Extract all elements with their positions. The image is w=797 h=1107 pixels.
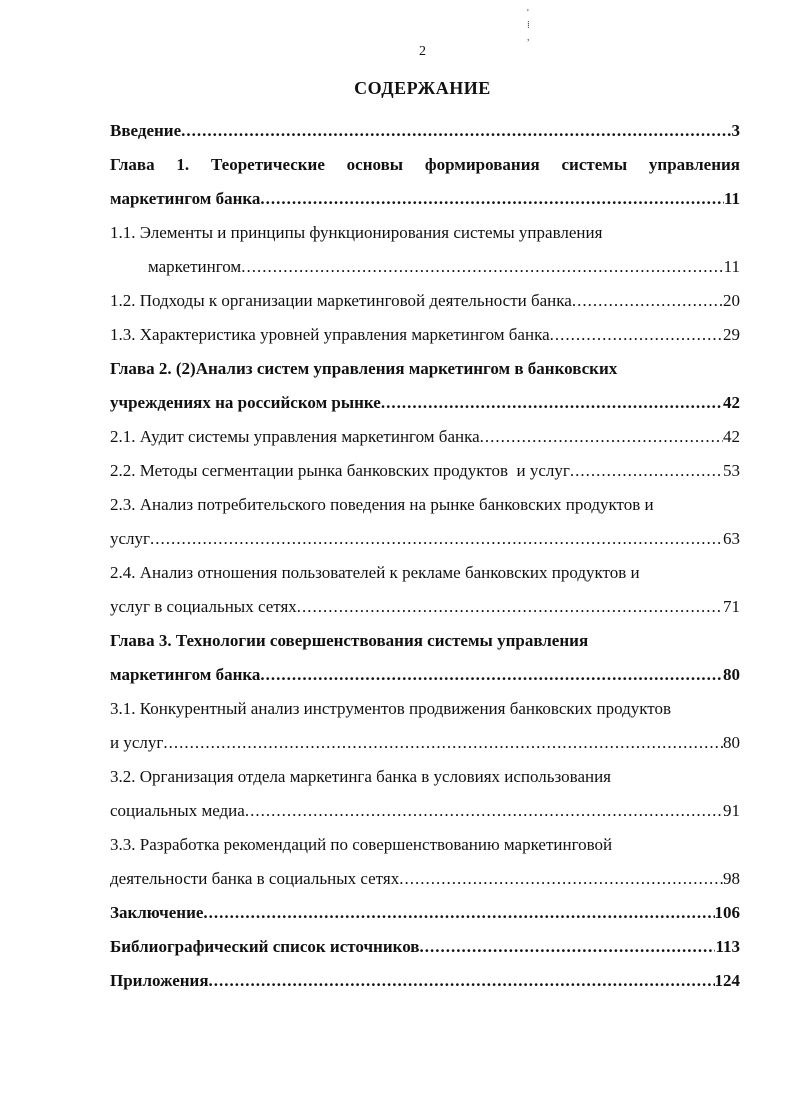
toc-page-number: 63 [723, 529, 740, 548]
toc-entry-appendix[interactable] [110, 964, 740, 998]
dot-leader [181, 114, 731, 148]
toc-entry-title: 1.3. Характеристика уровней управления маркетингом банка [110, 325, 550, 344]
toc-entry-chapter-3-cont[interactable] [110, 658, 740, 692]
toc-page-number: 98 [723, 869, 740, 888]
toc-entry-section-2-4[interactable] [110, 556, 740, 590]
toc-entry-section-2-2[interactable] [110, 454, 740, 488]
dot-leader [572, 284, 723, 318]
toc-entry-section-2-3-cont[interactable] [110, 522, 740, 556]
dot-leader [419, 930, 715, 964]
toc-entry-section-1-1[interactable] [110, 216, 740, 250]
toc-entry-chapter-2-cont[interactable] [110, 386, 740, 420]
toc-entry-bibliography[interactable] [110, 930, 740, 964]
toc-entry-chapter-2[interactable] [110, 352, 740, 386]
toc-entry-title-cont: деятельности банка в социальных сетях [110, 869, 400, 888]
toc-entry-conclusion[interactable] [110, 896, 740, 930]
toc-entry-title-cont: социальных медиа [110, 801, 245, 820]
dot-leader [399, 862, 723, 896]
toc-entry-title-cont: и услуг [110, 733, 164, 752]
toc-page-number: 113 [715, 937, 740, 956]
toc-page-number: 91 [723, 801, 740, 820]
toc-entry-section-3-2-cont[interactable] [110, 794, 740, 828]
toc-page-number: 80 [723, 733, 740, 752]
dot-leader [297, 590, 723, 624]
dot-leader [209, 964, 715, 998]
page-number: 2 [419, 44, 426, 59]
toc-entry-title: Глава 3. Технологии совершенствования системы управления [110, 631, 589, 650]
toc-entry-chapter-3[interactable] [110, 624, 740, 658]
toc-entry-title: 3.2. Организация отдела маркетинга банка в условиях использования [110, 767, 612, 786]
toc-entry-title: 1.1. Элементы и принципы функционирования системы управления [110, 223, 603, 242]
toc-entry-title: Глава 2. (2)Анализ систем управления маркетингом в банковских [110, 359, 618, 378]
toc-page-number: 80 [723, 665, 740, 684]
toc-entry-title: 1.2. Подходы к организации маркетинговой деятельности банка [110, 291, 572, 310]
dot-leader [163, 726, 723, 760]
toc-entry-title: 2.4. Анализ отношения пользователей к рекламе банковских продуктов и [110, 563, 640, 582]
dot-leader [570, 454, 723, 488]
toc-entry-title-cont: услуг в социальных сетях [110, 597, 297, 616]
toc-page-number: 71 [723, 597, 740, 616]
dot-leader [245, 794, 723, 828]
toc-page-number: 11 [723, 257, 740, 276]
toc-entry-section-3-2[interactable] [110, 760, 740, 794]
toc-entry-title: Приложения [110, 971, 209, 990]
toc-page-number: 53 [723, 461, 740, 480]
toc-entry-section-3-1-cont[interactable] [110, 726, 740, 760]
toc-entry-title: 2.2. Методы сегментации рынка банковских продуктов и услуг [110, 461, 570, 480]
toc-entry-title-cont: маркетингом банка [110, 665, 261, 684]
toc-entry-section-3-1[interactable] [110, 692, 740, 726]
toc-page-number: 20 [723, 291, 740, 310]
dot-leader [550, 318, 723, 352]
toc-page-number: 42 [723, 427, 740, 446]
toc-page-number: 29 [723, 325, 740, 344]
toc-entry-section-2-3[interactable] [110, 488, 740, 522]
toc-entry-section-1-2[interactable] [110, 284, 740, 318]
toc-entry-title: Глава 1. Теоретические основы формирования системы управления [110, 155, 740, 174]
toc-page-number: 3 [731, 121, 740, 140]
dot-leader [480, 420, 723, 454]
toc-entry-title-cont: учреждениях на российском рынке [110, 393, 381, 412]
toc-entry-section-3-3-cont[interactable] [110, 862, 740, 896]
toc-entry-title-cont: услуг [110, 529, 151, 548]
dot-leader [260, 182, 724, 216]
table-of-contents [110, 114, 740, 998]
dot-leader [203, 896, 714, 930]
toc-entry-title-cont: маркетингом [148, 257, 242, 276]
toc-page-number: 11 [723, 189, 740, 208]
toc-page-number: 42 [723, 393, 740, 412]
dot-leader [260, 658, 723, 692]
toc-entry-title: 3.1. Конкурентный анализ инструментов продвижения банковских продуктов [110, 699, 671, 718]
toc-entry-title: 2.1. Аудит системы управления маркетингом банка [110, 427, 480, 446]
toc-entry-introduction[interactable] [110, 114, 740, 148]
toc-entry-title: 3.3. Разработка рекомендаций по совершенствованию маркетинговой [110, 835, 613, 854]
toc-page-number: 124 [714, 971, 740, 990]
toc-entry-section-3-3[interactable] [110, 828, 740, 862]
scan-marks: ' ⁞ , [527, 8, 530, 43]
toc-entry-title-cont: маркетингом банка [110, 189, 261, 208]
toc-entry-title: Заключение [110, 903, 204, 922]
dot-leader [381, 386, 723, 420]
toc-entry-section-1-3[interactable] [110, 318, 740, 352]
page-title: СОДЕРЖАНИЕ [354, 78, 491, 98]
toc-entry-section-2-1[interactable] [110, 420, 740, 454]
toc-entry-section-1-1-cont[interactable] [110, 250, 740, 284]
dot-leader [241, 250, 723, 284]
toc-entry-title: Библиографический список источников [110, 937, 420, 956]
toc-entry-chapter-1[interactable] [110, 148, 740, 182]
toc-entry-chapter-1-cont[interactable] [110, 182, 740, 216]
toc-entry-title: 2.3. Анализ потребительского поведения на рынке банковских продуктов и [110, 495, 654, 514]
dot-leader [150, 522, 723, 556]
toc-entry-section-2-4-cont[interactable] [110, 590, 740, 624]
toc-entry-title: Введение [110, 121, 182, 140]
toc-page-number: 106 [714, 903, 740, 922]
